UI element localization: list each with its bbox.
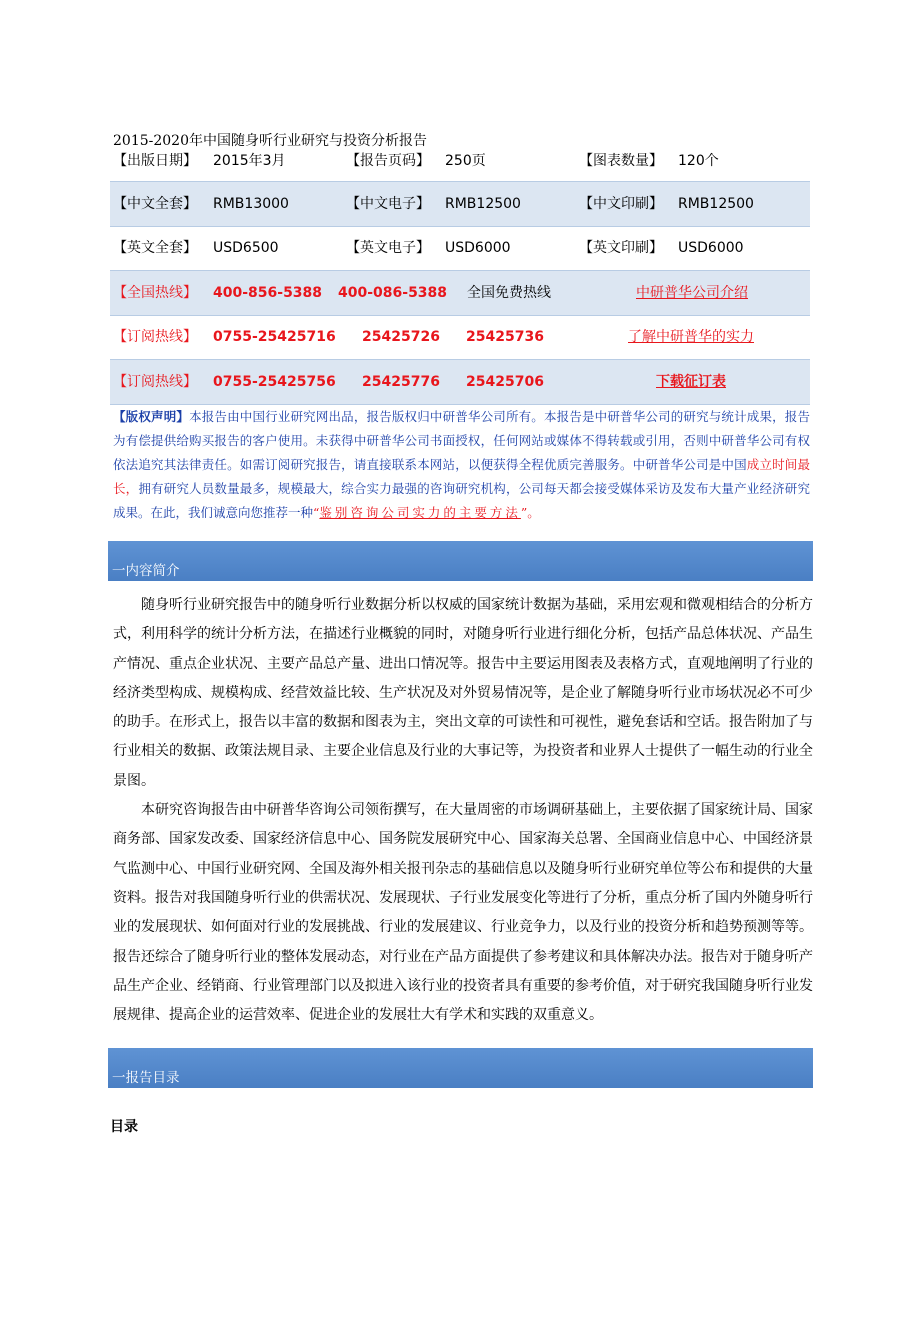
cn-full-value: RMB13000 xyxy=(213,196,289,212)
order2-number-3: 25425706 xyxy=(466,374,544,390)
en-full-value: USD6500 xyxy=(213,240,279,256)
hotline-number-1: 400-856-5388 xyxy=(213,285,323,301)
pages-label: 【报告页码】 xyxy=(346,153,430,169)
hotline-number-2: 400-086-5388 xyxy=(338,285,448,301)
en-elec-label: 【英文电子】 xyxy=(346,240,430,256)
evaluation-method-link[interactable]: 鉴别咨询公司实力的主要方法 xyxy=(319,505,521,520)
company-intro-link[interactable]: 中研普华公司介绍 xyxy=(636,285,748,301)
intro-paragraph-1: 随身听行业研究报告中的随身听行业数据分析以权威的国家统计数据为基础，采用宏观和微观相结合的分析方式，利用科学的统计分析方法，在描述行业概貌的同时，对随身听行业进行细化分析，包括产品总体状况、产品生产情况、重点企业状况、主要产品总产量、进出口情况等。报告中主要运用图表及表格方式，直观地阐明了行业的经济类型构成、规模构成、经营效益比较、生产状况及对外贸易情况等，是企业了解随身听行业市场状况必不可少的助手。在形式上，报告以丰富的数据和图表为主，突出文章的可读性和可视性，避免套话和空话。报告附加了与行业相关的数据、政策法规目录、主要企业信息及行业的大事记等，为投资者和业界人士提供了一幅生动的行业全景图。 xyxy=(113,597,813,789)
section-intro-header xyxy=(108,541,813,581)
cn-print-label: 【中文印刷】 xyxy=(579,196,663,212)
copyright-highlight: 成立时间最长， xyxy=(113,457,810,496)
charts-label: 【图表数量】 xyxy=(579,153,663,169)
cn-elec-value: RMB12500 xyxy=(445,196,521,212)
section-toc-header xyxy=(108,1048,813,1088)
hotline-label: 【全国热线】 xyxy=(113,285,197,301)
charts-value: 120个 xyxy=(678,153,719,169)
en-print-value: USD6000 xyxy=(678,240,744,256)
copyright-text-2: 拥有研究人员数量最多，规模最大，综合实力最强的咨询研究机构，公司每天都会接受媒体采访及发布大量产业经济研究成果。在此，我们诚意向您推荐一种 xyxy=(113,481,810,520)
date-value: 2015年3月 xyxy=(213,153,286,169)
company-strength-link[interactable]: 了解中研普华的实力 xyxy=(628,329,754,345)
pages-value: 250页 xyxy=(445,153,486,169)
order-row-2 xyxy=(110,359,810,405)
en-elec-value: USD6000 xyxy=(445,240,511,256)
hotline-row xyxy=(110,270,810,316)
order1-number-1: 0755-25425716 xyxy=(213,329,336,345)
order2-number-1: 0755-25425756 xyxy=(213,374,336,390)
order-row-1 xyxy=(110,315,810,359)
price-row-english xyxy=(110,226,810,270)
section-toc-title: 一报告目录 xyxy=(112,1070,180,1086)
toc-title: 目录 xyxy=(110,1119,138,1135)
meta-row xyxy=(113,148,813,170)
copyright-label: 【版权声明】 xyxy=(113,409,190,424)
copyright-notice xyxy=(113,405,810,525)
intro-paragraph-2: 本研究咨询报告由中研普华咨询公司领衔撰写，在大量周密的市场调研基础上，主要依据了国家统计局、国家商务部、国家发改委、国家经济信息中心、国务院发展研究中心、国家海关总署、全国商业信息中心、中国经济景气监测中心、中国行业研究网、全国及海外相关报刊杂志的基础信息以及随身听行业研究单位等公布和提供的大量资料。报告对我国随身听行业的供需状况、发展现状、子行业发展变化等进行了分析，重点分析了国内外随身听行业的发展现状、如何面对行业的发展挑战、行业的发展建议、行业竞争力，以及行业的投资分析和趋势预测等等。报告还综合了随身听行业的整体发展动态，对行业在产品方面提供了参考建议和具体解决办法。报告对于随身听产品生产企业、经销商、行业管理部门以及拟进入该行业的投资者具有重要的参考价值，对于研究我国随身听行业发展规律、提高企业的运营效率、促进企业的发展壮大有学术和实践的双重意义。 xyxy=(113,802,813,1024)
download-order-form-link[interactable]: 下载征订表 xyxy=(656,374,726,390)
order-label-1: 【订阅热线】 xyxy=(113,329,197,345)
date-label: 【出版日期】 xyxy=(113,153,197,169)
copyright-text-1: 本报告由中国行业研究网出品，报告版权归中研普华公司所有。本报告是中研普华公司的研究与统计成果，报告为有偿提供给购买报告的客户使用。未获得中研普华公司书面授权，任何网站或媒体不得转载或引用，否则中研普华公司有权依法追究其法律责任。如需订阅研究报告，请直接联系本网站，以便获得全程优质完善服务。中研普华公司是中国 xyxy=(113,409,810,472)
order-label-2: 【订阅热线】 xyxy=(113,374,197,390)
cn-print-value: RMB12500 xyxy=(678,196,754,212)
report-title: 2015-2020年中国随身听行业研究与投资分析报告 xyxy=(113,133,427,149)
cn-full-label: 【中文全套】 xyxy=(113,196,197,212)
en-full-label: 【英文全套】 xyxy=(113,240,197,256)
free-hotline-text: 全国免费热线 xyxy=(467,285,551,301)
order1-number-3: 25425736 xyxy=(466,329,544,345)
quote-close: ”。 xyxy=(520,505,540,520)
intro-body xyxy=(113,591,813,1030)
quote-open: “ xyxy=(313,505,320,520)
order1-number-2: 25425726 xyxy=(362,329,440,345)
section-intro-title: 一内容简介 xyxy=(112,563,180,579)
order2-number-2: 25425776 xyxy=(362,374,440,390)
en-print-label: 【英文印刷】 xyxy=(579,240,663,256)
price-row-chinese xyxy=(110,181,810,227)
cn-elec-label: 【中文电子】 xyxy=(346,196,430,212)
